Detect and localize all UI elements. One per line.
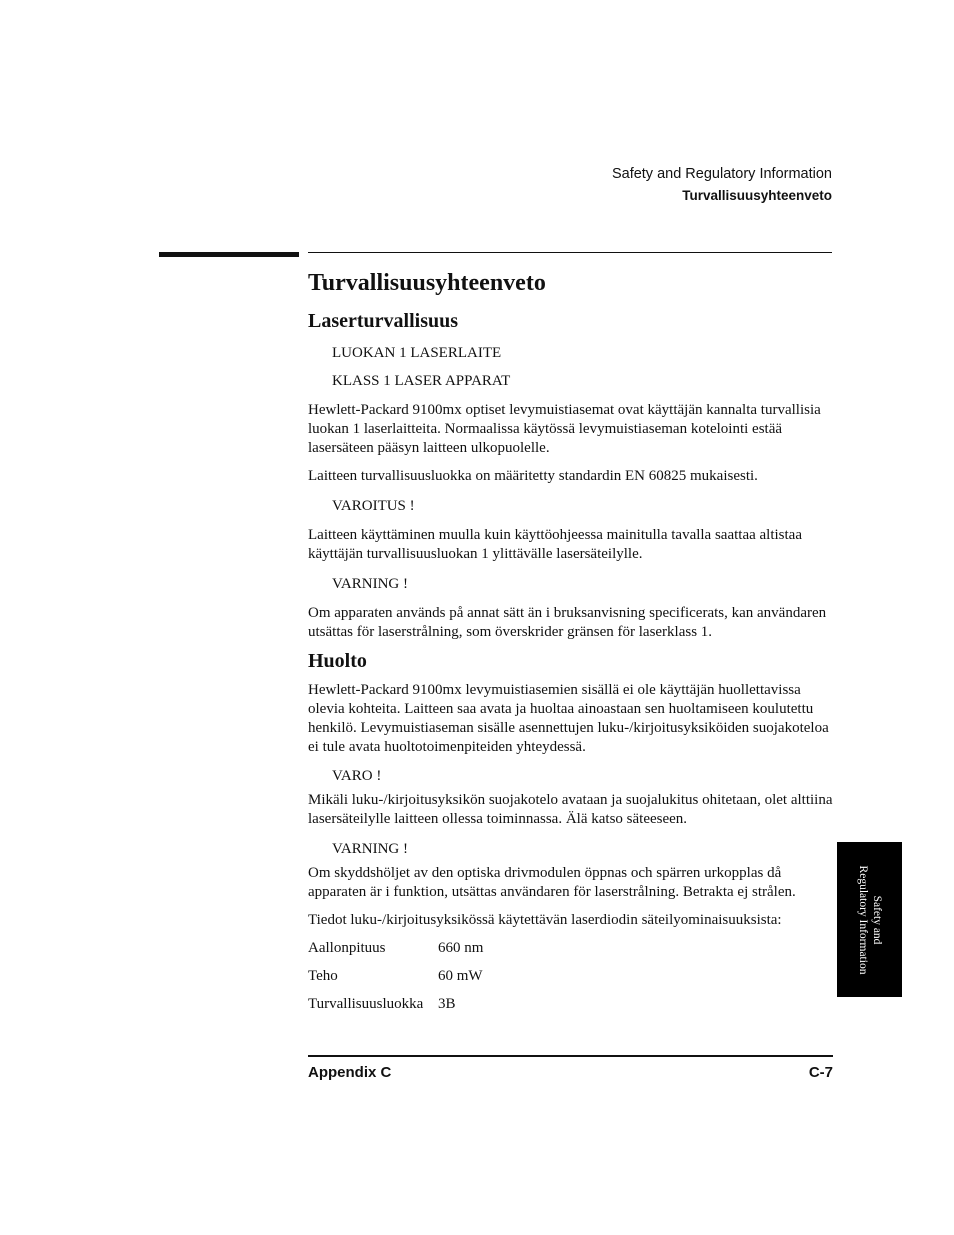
footer-appendix-label: Appendix C xyxy=(308,1064,392,1081)
spec-value: 660 nm xyxy=(438,940,484,956)
warning-label-finnish: VAROITUS ! xyxy=(332,498,415,514)
side-tab-line-2: Regulatory Information xyxy=(856,865,869,974)
running-header-section: Safety and Regulatory Information xyxy=(611,166,832,182)
laser-safety-heading: Laserturvallisuus xyxy=(308,310,459,332)
spec-value: 60 mW xyxy=(438,968,483,984)
side-tab-line-1: Safety and xyxy=(870,895,883,944)
caution-label-finnish: VARO ! xyxy=(332,768,382,784)
heading-rule xyxy=(308,252,832,253)
spec-value: 3B xyxy=(438,996,456,1012)
spec-row-wavelength xyxy=(308,940,483,957)
spec-row-class xyxy=(308,996,456,1013)
laser-class-finnish: LUOKAN 1 LASERLAITE xyxy=(332,345,502,361)
page-title: Turvallisuusyhteenveto xyxy=(308,270,546,296)
paragraph-diode-specs: Tiedot luku-/kirjoitusyksikössä käytettävän laserdiodin säteilyominaisuuksista: xyxy=(308,912,782,928)
spec-label: Aallonpituus xyxy=(308,940,386,956)
side-section-tab xyxy=(837,842,902,997)
laser-class-swedish: KLASS 1 LASER APPARAT xyxy=(332,373,511,389)
footer-page-number: C-7 xyxy=(808,1064,833,1081)
footer-rule xyxy=(308,1055,833,1057)
side-tab-label xyxy=(856,865,884,974)
warning-label-swedish: VARNING ! xyxy=(332,576,408,592)
section-marker-bar xyxy=(159,252,299,257)
paragraph-warning-swedish: Om apparaten används på annat sätt än i bruksanvisning specificerats, kan användaren utsättas för laserstrålning, som överskrider gränsen för laserklass 1. xyxy=(308,605,827,640)
paragraph-warning-finnish: Laitteen käyttäminen muulla kuin käyttöohjeessa mainitulla tavalla saattaa altistaa käyttäjän turvallisuusluokan 1 ylittävälle lasersäteilylle. xyxy=(308,527,802,562)
paragraph-caution-finnish: Mikäli luku-/kirjoitusyksikön suojakotelo avataan ja suojalukitus ohitetaan, olet alttiina lasersäteilylle laitteen ollessa toiminnassa. Älä katso säteeseen. xyxy=(308,792,833,827)
paragraph-laser-intro: Hewlett-Packard 9100mx optiset levymuistiasemat ovat käyttäjän kannalta turvallisia luokan 1 laserlaitteita. Normaalissa käytössä levymuistiaseman kotelointi estää lasersäteen pääsyn laitteen ulkopuolelle. xyxy=(308,402,821,456)
spec-row-power xyxy=(308,968,483,985)
spec-label: Teho xyxy=(308,968,338,984)
spec-label: Turvallisuusluokka xyxy=(308,996,424,1012)
paragraph-service: Hewlett-Packard 9100mx levymuistiasemien sisällä ei ole käyttäjän huollettavissa olevia kohteita. Laitteen saa avata ja huoltaa ainoastaan sen huoltamiseen koulutettu henkilö. Levymuistiaseman sisälle asennettujen luku-/kirjoitusyksiköiden suojakoteloa ei tule avata huoltotoimenpiteiden yhteydessä. xyxy=(308,682,829,755)
service-heading: Huolto xyxy=(308,650,367,672)
paragraph-caution-swedish: Om skyddshöljet av den optiska drivmodulen öppnas och spärren urkopplas då apparaten är i funktion, utsättas användaren för laserstrålning. Betrakta ej strålen. xyxy=(308,865,796,900)
paragraph-standard: Laitteen turvallisuusluokka on määritetty standardin EN 60825 mukaisesti. xyxy=(308,468,758,484)
caution-label-swedish: VARNING ! xyxy=(332,841,408,857)
running-header-subsection: Turvallisuusyhteenveto xyxy=(682,188,832,203)
